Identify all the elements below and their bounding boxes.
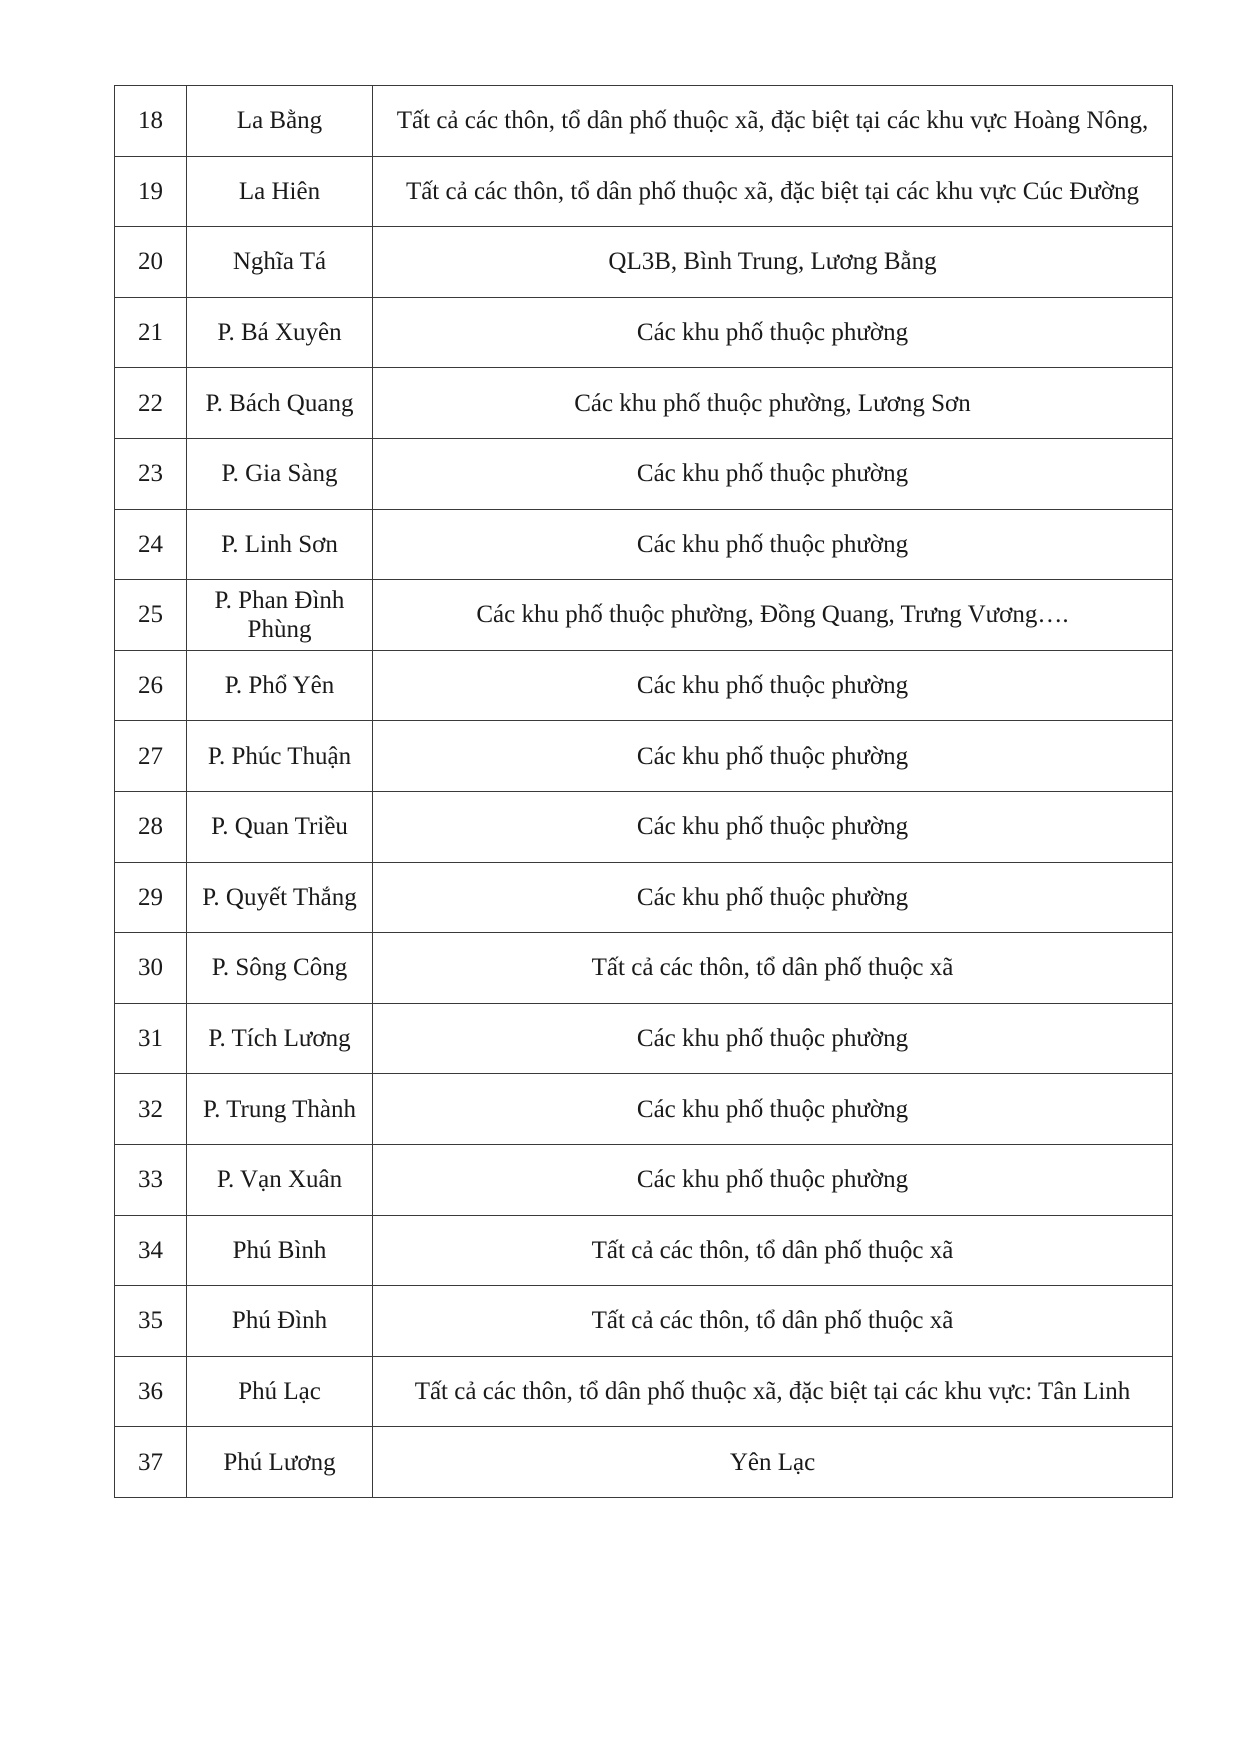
- area-name: Phú Lạc: [187, 1356, 373, 1427]
- table-row: [115, 721, 1173, 792]
- area-name: La Bằng: [187, 86, 373, 157]
- area-name: Phú Đình: [187, 1286, 373, 1357]
- row-number: 33: [115, 1144, 187, 1215]
- area-description: Các khu phố thuộc phường, Lương Sơn: [373, 368, 1173, 439]
- table-row: [115, 509, 1173, 580]
- area-description: Tất cả các thôn, tổ dân phố thuộc xã: [373, 1215, 1173, 1286]
- area-description: Tất cả các thôn, tổ dân phố thuộc xã, đặc biệt tại các khu vực Hoàng Nông,: [373, 86, 1173, 157]
- table-row: [115, 1215, 1173, 1286]
- area-name: P. Trung Thành: [187, 1074, 373, 1145]
- table-row: [115, 1074, 1173, 1145]
- table-row: [115, 438, 1173, 509]
- row-number: 35: [115, 1286, 187, 1357]
- table-row: [115, 1356, 1173, 1427]
- area-description: Các khu phố thuộc phường: [373, 297, 1173, 368]
- table-row: [115, 368, 1173, 439]
- area-name: P. Bách Quang: [187, 368, 373, 439]
- table-row: [115, 1003, 1173, 1074]
- row-number: 22: [115, 368, 187, 439]
- area-name: P. Phúc Thuận: [187, 721, 373, 792]
- row-number: 34: [115, 1215, 187, 1286]
- areas-table: [114, 85, 1173, 1498]
- area-description: Tất cả các thôn, tổ dân phố thuộc xã, đặc biệt tại các khu vực: Tân Linh: [373, 1356, 1173, 1427]
- table-row: [115, 1427, 1173, 1498]
- row-number: 36: [115, 1356, 187, 1427]
- table-row: [115, 933, 1173, 1004]
- table-row: [115, 791, 1173, 862]
- area-name: P. Vạn Xuân: [187, 1144, 373, 1215]
- row-number: 27: [115, 721, 187, 792]
- area-description: Các khu phố thuộc phường: [373, 862, 1173, 933]
- row-number: 25: [115, 580, 187, 651]
- area-name: P. Sông Công: [187, 933, 373, 1004]
- row-number: 31: [115, 1003, 187, 1074]
- row-number: 18: [115, 86, 187, 157]
- table-row: [115, 1144, 1173, 1215]
- area-name: La Hiên: [187, 156, 373, 227]
- area-description: Các khu phố thuộc phường: [373, 509, 1173, 580]
- area-description: Các khu phố thuộc phường: [373, 1074, 1173, 1145]
- area-description: Tất cả các thôn, tổ dân phố thuộc xã: [373, 933, 1173, 1004]
- area-name: Nghĩa Tá: [187, 227, 373, 298]
- area-name: Phú Lương: [187, 1427, 373, 1498]
- row-number: 37: [115, 1427, 187, 1498]
- area-description: Yên Lạc: [373, 1427, 1173, 1498]
- table-row: [115, 862, 1173, 933]
- row-number: 20: [115, 227, 187, 298]
- area-name: P. Phổ Yên: [187, 650, 373, 721]
- area-description: Các khu phố thuộc phường: [373, 791, 1173, 862]
- table-row: [115, 156, 1173, 227]
- area-description: Các khu phố thuộc phường: [373, 1003, 1173, 1074]
- area-name: P. Linh Sơn: [187, 509, 373, 580]
- row-number: 28: [115, 791, 187, 862]
- area-name: Phú Bình: [187, 1215, 373, 1286]
- areas-table-body: [115, 86, 1173, 1498]
- table-row: [115, 1286, 1173, 1357]
- row-number: 30: [115, 933, 187, 1004]
- area-description: Các khu phố thuộc phường: [373, 721, 1173, 792]
- area-description: Tất cả các thôn, tổ dân phố thuộc xã: [373, 1286, 1173, 1357]
- area-name: P. Bá Xuyên: [187, 297, 373, 368]
- row-number: 32: [115, 1074, 187, 1145]
- row-number: 23: [115, 438, 187, 509]
- area-description: Các khu phố thuộc phường, Đồng Quang, Trưng Vương….: [373, 580, 1173, 651]
- area-name: P. Quan Triều: [187, 791, 373, 862]
- area-name: P. Gia Sàng: [187, 438, 373, 509]
- area-name: P. Quyết Thắng: [187, 862, 373, 933]
- area-name: P. Phan Đình Phùng: [187, 580, 373, 651]
- area-description: QL3B, Bình Trung, Lương Bằng: [373, 227, 1173, 298]
- row-number: 19: [115, 156, 187, 227]
- row-number: 26: [115, 650, 187, 721]
- table-row: [115, 297, 1173, 368]
- area-description: Các khu phố thuộc phường: [373, 650, 1173, 721]
- row-number: 29: [115, 862, 187, 933]
- row-number: 24: [115, 509, 187, 580]
- row-number: 21: [115, 297, 187, 368]
- area-description: Các khu phố thuộc phường: [373, 438, 1173, 509]
- table-row: [115, 86, 1173, 157]
- area-name: P. Tích Lương: [187, 1003, 373, 1074]
- table-row: [115, 650, 1173, 721]
- area-description: Các khu phố thuộc phường: [373, 1144, 1173, 1215]
- table-row: [115, 227, 1173, 298]
- table-row: [115, 580, 1173, 651]
- area-description: Tất cả các thôn, tổ dân phố thuộc xã, đặc biệt tại các khu vực Cúc Đường: [373, 156, 1173, 227]
